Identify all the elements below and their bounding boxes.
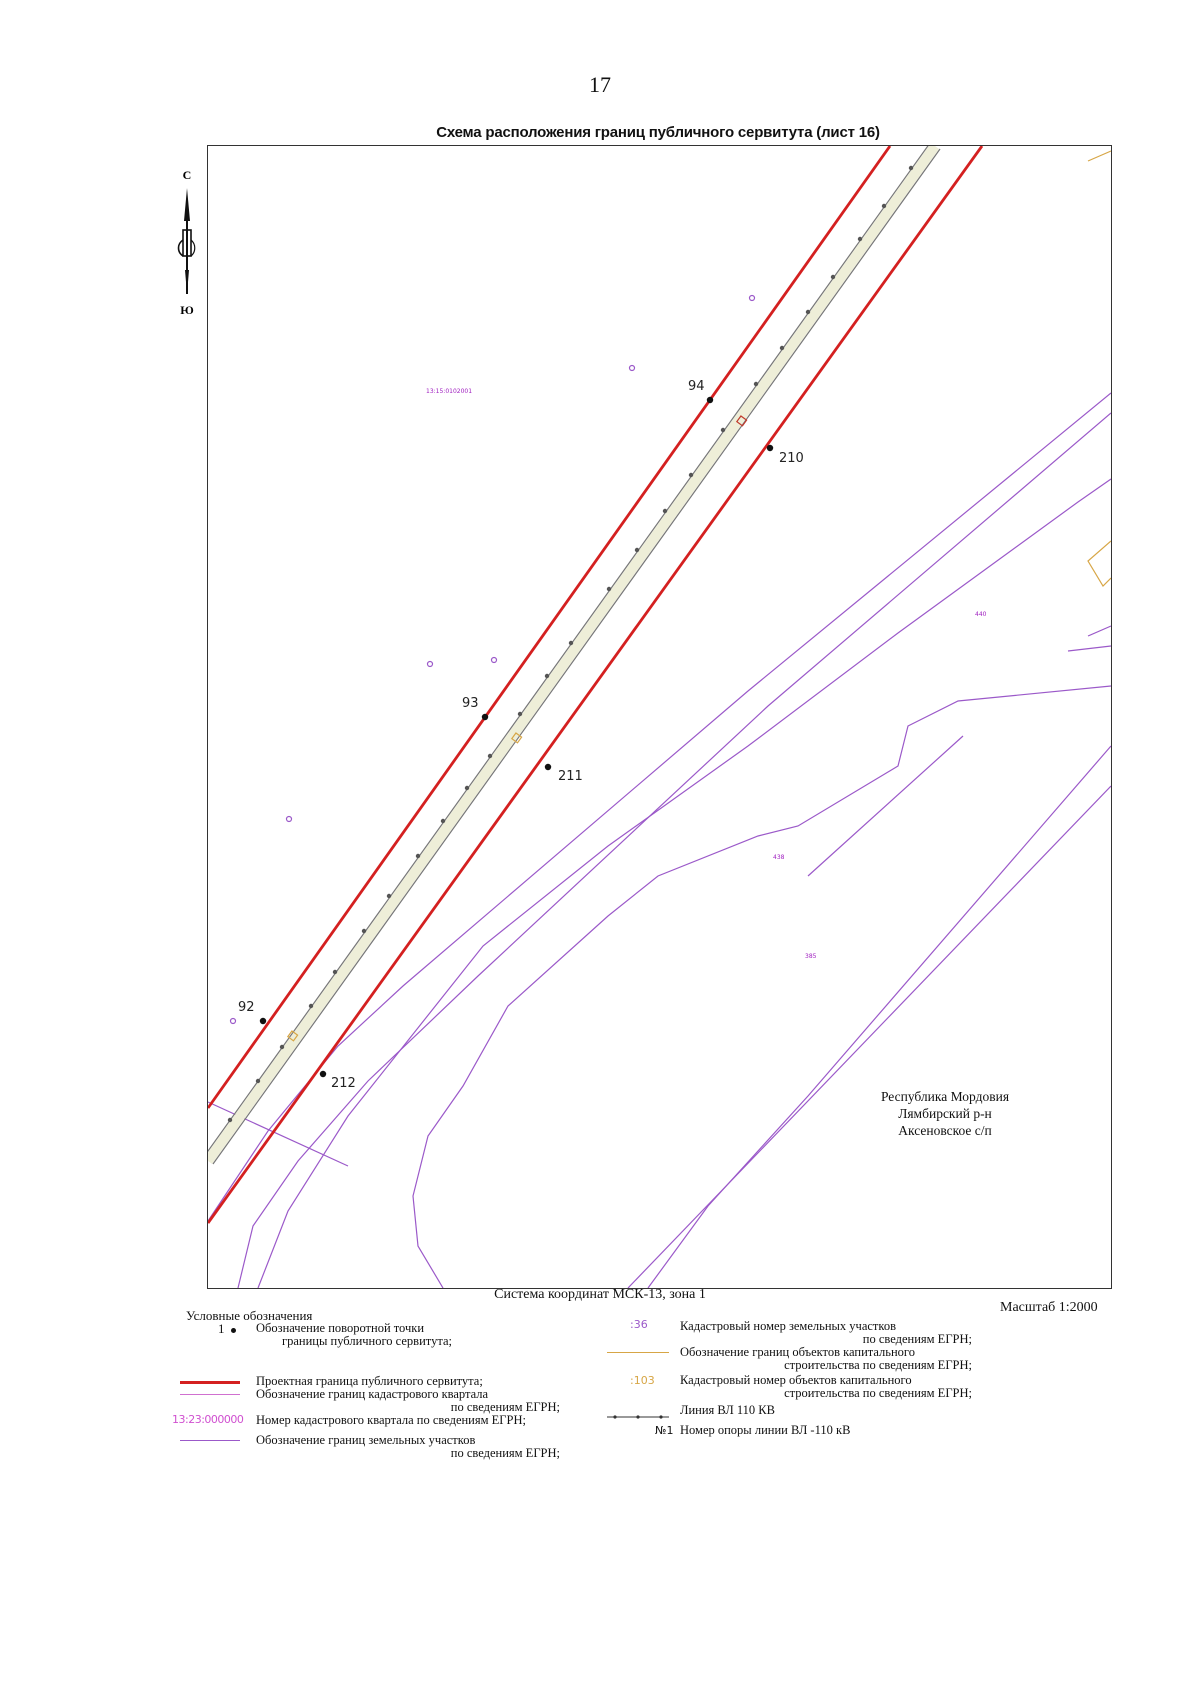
turn-point [482, 714, 488, 720]
quarter-number-label: 13:15:0102001 [426, 388, 473, 395]
north-arrow-icon [172, 166, 202, 326]
parcel-markers [231, 296, 755, 1024]
legend-power-line-icon [607, 1407, 669, 1413]
map-scale: Масштаб 1:2000 [1000, 1300, 1098, 1315]
turn-point [320, 1071, 326, 1077]
turn-point-label: 211 [558, 769, 583, 784]
legend-power-line-text: Линия ВЛ 110 КВ [680, 1403, 775, 1417]
south-label: Ю [180, 303, 194, 317]
region-line: Лямбирский р-н [898, 1106, 992, 1121]
legend-capital-line-icon [607, 1352, 669, 1353]
turn-point [260, 1018, 266, 1024]
turn-point-label: 212 [331, 1076, 356, 1091]
legend-quarter-line-icon [180, 1394, 240, 1395]
turn-point-label: 210 [779, 451, 804, 466]
turn-point-icon [231, 1328, 236, 1333]
turn-point-label: 92 [238, 1000, 255, 1015]
legend-pole-number-sample: №1 [655, 1424, 674, 1437]
legend-servitude-text: Проектная граница публичного сервитута; [256, 1374, 483, 1388]
legend-quarter-number-text: Номер кадастрового квартала по сведениям ЕГРН; [256, 1413, 526, 1427]
legend-capital-number-text: Кадастровый номер объектов капитального строительства по сведениям ЕГРН; [680, 1373, 972, 1400]
legend-capital-number-sample: :103 [630, 1374, 655, 1387]
legend-quarter-text: Обозначение границ кадастрового квартала по сведениям ЕГРН; [256, 1387, 560, 1414]
legend-turn-point-sample: 1 [218, 1322, 236, 1335]
legend-servitude-line-icon [180, 1381, 240, 1384]
legend-pole-number-text: Номер опоры линии ВЛ -110 кВ [680, 1423, 851, 1437]
turn-point [707, 397, 713, 403]
legend-parcel-number-sample: :36 [630, 1318, 648, 1331]
coordinate-system: Система координат МСК-13, зона 1 [494, 1287, 706, 1302]
legend-parcel-line-icon [180, 1440, 240, 1441]
servitude-boundary-lines [208, 146, 982, 1223]
legend-turn-point-text: Обозначение поворотной точки границы публичного сервитута; [256, 1321, 452, 1348]
power-line [208, 146, 940, 1164]
legend-capital-boundary-text: Обозначение границ объектов капитального строительства по сведениям ЕГРН; [680, 1345, 972, 1372]
legend-title: Условные обозначения [186, 1308, 313, 1323]
turn-point-label: 93 [462, 696, 479, 711]
capital-object-outline [1088, 151, 1111, 586]
turn-point [545, 764, 551, 770]
parcel-number-label: 438 [773, 854, 785, 861]
turn-point-label: 94 [688, 379, 705, 394]
legend-quarter-number-sample: 13:23:000000 [172, 1413, 244, 1426]
region-label [860, 1088, 1030, 1139]
region-line: Республика Мордовия [880, 1089, 1010, 1104]
page-number: 17 [589, 72, 611, 97]
turn-point [767, 445, 773, 451]
region-line: Аксеновское с/п [898, 1123, 992, 1138]
parcel-number-label: 385 [805, 953, 817, 960]
north-label: С [182, 168, 192, 182]
legend-parcel-number-text: Кадастровый номер земельных участков по сведениям ЕГРН; [680, 1319, 972, 1346]
legend-parcel-text: Обозначение границ земельных участков по сведениям ЕГРН; [256, 1433, 560, 1460]
parcel-number-label: 440 [975, 611, 987, 618]
map-title: Схема расположения границ публичного сервитута (лист 16) [436, 124, 880, 141]
